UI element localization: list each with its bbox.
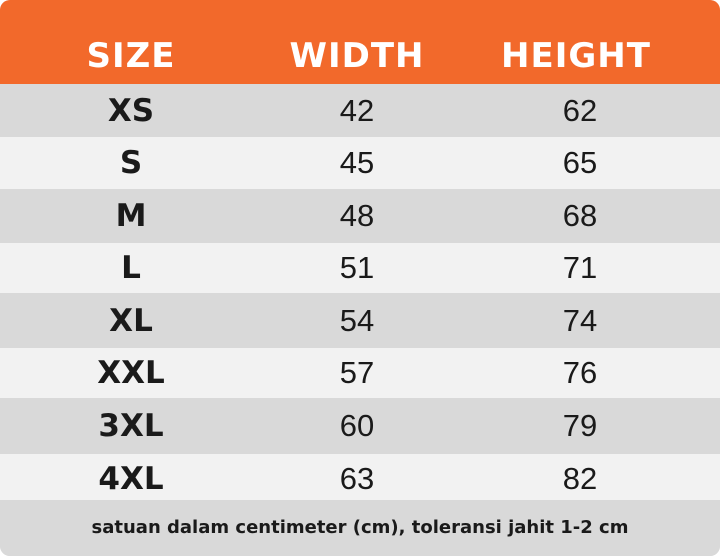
height-cell: 68 [562,198,598,233]
width-cell: 42 [339,92,375,128]
height-cell: 79 [562,408,598,443]
table-row [0,137,720,189]
header-width: WIDTH [289,36,425,76]
height-cell: 65 [562,145,598,180]
width-cell: 57 [339,355,375,390]
table-row [0,293,720,348]
size-cell: S [119,145,143,181]
size-cell: XL [109,302,153,339]
size-cell: 4XL [98,461,164,497]
table-row [0,189,720,243]
table-row [0,348,720,398]
size-cell: M [115,198,147,234]
height-cell: 71 [562,250,598,285]
height-cell: 74 [562,302,598,338]
footer-note: satuan dalam centimeter (cm), toleransi jahit 1-2 cm [0,500,720,556]
table-header [0,0,720,84]
table-body [0,84,720,504]
width-cell: 48 [339,198,375,233]
height-cell: 82 [562,461,598,496]
table-row [0,243,720,293]
size-cell: L [121,250,141,286]
size-cell: XXL [97,355,165,391]
table-row [0,454,720,504]
header-size: SIZE [86,36,176,76]
width-cell: 45 [339,145,375,180]
table-row [0,398,720,454]
width-cell: 54 [339,302,375,338]
width-cell: 63 [339,461,375,496]
height-cell: 62 [562,92,598,128]
width-cell: 51 [339,250,375,285]
height-cell: 76 [562,355,598,390]
header-height: HEIGHT [501,36,651,76]
width-cell: 60 [339,408,375,443]
size-cell: 3XL [98,408,164,444]
size-cell: XS [107,92,155,129]
table-row [0,84,720,137]
